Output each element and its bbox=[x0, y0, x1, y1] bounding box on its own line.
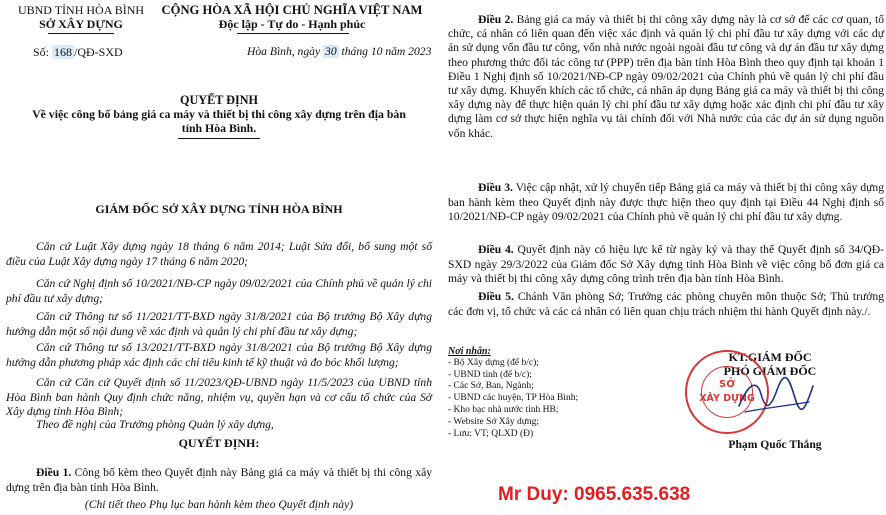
promo-contact: Mr Duy: 0965.635.638 bbox=[498, 484, 691, 505]
legal-basis-5: Căn cứ Căn cứ Quyết định số 11/2023/QĐ-UBND ngày 11/5/2023 của UBND tỉnh Hòa Bình ban hành Quy định chức năng, nhiệm vụ, quyền hạn và cơ cấu tổ chức của Sở Xây dựng tỉnh Hòa Bình; bbox=[6, 376, 432, 419]
department-name: SỞ XÂY DỰNG bbox=[39, 17, 123, 31]
article-5 bbox=[448, 290, 884, 319]
legal-basis-3: Căn cứ Thông tư số 11/2021/TT-BXD ngày 31/8/2021 của Bộ trưởng Bộ Xây dựng hướng dẫn một số nội dung về xác định và quản lý chi phí đầu tư xây dựng; bbox=[6, 310, 432, 338]
article-4-label: Điều 4. bbox=[478, 243, 514, 256]
nation-title: CỘNG HÒA XÃ HỘI CHỦ NGHĨA VIỆT NAM bbox=[161, 3, 423, 17]
department-underline bbox=[48, 33, 114, 34]
article-2 bbox=[448, 13, 884, 141]
issuer-heading: GIÁM ĐỐC SỞ XÂY DỰNG TỈNH HÒA BÌNH bbox=[95, 202, 343, 216]
document-number: Số: 168 /QĐ-SXD bbox=[33, 45, 123, 59]
legal-basis-4: Căn cứ Thông tư số 13/2021/TT-BXD ngày 31/8/2021 của Bộ trưởng Bộ Xây dựng hướng dẫn phương pháp xác định các chỉ tiêu kinh tế kỹ thuật và đo bóc khối lượng; bbox=[6, 341, 432, 369]
recipients-heading: Nơi nhận: bbox=[448, 346, 491, 357]
subject-underline bbox=[178, 138, 260, 139]
article-1 bbox=[6, 466, 432, 495]
article-1-text: Công bố kèm theo Quyết định này Bảng giá ca máy và thiết bị thi công xây dựng trên địa bàn tỉnh Hòa Bình. bbox=[6, 466, 433, 494]
handwritten-signature bbox=[735, 372, 815, 420]
recipient-item: - Lưu: VT; QLXD (Đ) bbox=[448, 428, 534, 439]
issue-date-day: 30 bbox=[325, 45, 337, 58]
recipient-item: - Website Sở Xây dựng; bbox=[448, 416, 540, 427]
legal-basis-1: Căn cứ Luật Xây dựng ngày 18 tháng 6 năm 2014; Luật Sửa đổi, bổ sung một số điều của Luật Xây dựng ngày 17 tháng 6 năm 2020; bbox=[6, 240, 432, 268]
document-type: QUYẾT ĐỊNH bbox=[180, 93, 258, 107]
document-subject-line-2: tỉnh Hòa Bình. bbox=[181, 121, 257, 135]
article-1-note: (Chi tiết theo Phụ lục ban hành kèm theo Quyết định này) bbox=[84, 498, 354, 511]
national-motto: Độc lập - Tự do - Hạnh phúc bbox=[218, 17, 366, 31]
recipient-item: - Các Sở, Ban, Ngành; bbox=[448, 381, 534, 392]
document-number-value: 168 bbox=[54, 45, 73, 59]
legal-basis-2: Căn cứ Nghị định số 10/2021/NĐ-CP ngày 09/02/2021 của Chính phủ về quản lý chi phí đầu tư xây dựng; bbox=[6, 277, 432, 305]
signer-role-2: PHÓ GIÁM ĐỐC bbox=[723, 364, 817, 378]
seal-line-2: XÂY DỰNG bbox=[699, 393, 755, 404]
article-3 bbox=[448, 181, 884, 225]
recipient-item: - UBND các huyện, TP Hòa Bình; bbox=[448, 393, 579, 404]
article-3-label: Điều 3. bbox=[478, 181, 513, 194]
article-2-label: Điều 2. bbox=[478, 13, 514, 26]
signer-role-1: KT.GIÁM ĐỐC bbox=[728, 350, 812, 364]
article-5-text: Chánh Văn phòng Sở; Trưởng các phòng chuyên môn thuộc Sở; Thủ trưởng các đơn vị, tổ chức và các cá nhân có liên quan chịu trách nhiệm thi hành Quyết định này./. bbox=[448, 290, 884, 318]
article-5-label: Điều 5. bbox=[478, 290, 514, 303]
recipients-list bbox=[448, 346, 588, 440]
recipient-item: - Bộ Xây dựng (để b/c); bbox=[448, 357, 539, 368]
article-4 bbox=[448, 243, 884, 287]
issue-date: Hòa Bình, ngày 30 tháng 10 năm 2023 bbox=[247, 45, 432, 58]
seal-line-1: SỞ bbox=[719, 379, 735, 390]
article-3-text: Việc cập nhật, xử lý chuyển tiếp Bảng giá ca máy và thiết bị thi công xây dựng ban hành kèm theo Quyết định này được thực hiện theo quy định tại Điều 44 Nghị định số 10/2021/NĐ-CP ngày 09/02/2021 của Chính phủ về quản lý chi phí đầu tư xây dựng. bbox=[448, 181, 884, 224]
document-subject-line-1: Về việc công bố bảng giá ca máy và thiết bị thi công xây dựng trên địa bàn bbox=[32, 107, 406, 121]
article-1-label: Điều 1. bbox=[36, 466, 72, 479]
legal-basis-6: Theo đề nghị của Trưởng phòng Quản lý xây dựng, bbox=[36, 418, 274, 431]
motto-underline bbox=[237, 33, 349, 34]
signer-name: Phạm Quốc Thắng bbox=[728, 438, 822, 451]
decides-heading: QUYẾT ĐỊNH: bbox=[178, 436, 260, 450]
recipient-item: - UBND tỉnh (để b/c); bbox=[448, 369, 532, 380]
agency-name: UBND TỈNH HÒA BÌNH bbox=[17, 3, 145, 17]
recipient-item: - Kho bạc nhà nước tỉnh HB; bbox=[448, 404, 559, 415]
article-4-text: Quyết định này có hiệu lực kể từ ngày ký và thay thế Quyết định số 34/QĐ-SXD ngày 29/3/2022 của Giám đốc Sở Xây dựng tỉnh Hòa Bình về việc công bố đơn giá ca máy và thiết bị thi công xây dựng công trình trên địa bàn tỉnh Hòa Bình. bbox=[448, 243, 885, 286]
article-2-text: Bảng giá ca máy và thiết bị thi công xây dựng này là cơ sở để các cơ quan, tổ chức, cá nhân có liên quan đến việc xác định và quản lý chi phí đầu tư xây dựng với các dự án sử dụng vốn đầu tư công, vốn nhà nước ngoài ngoài đầu tư công và dự án đầu tư xây dựng theo phương thức đối tác công tư (PPP) trên địa bàn tỉnh Hòa Bình theo quy định tại khoản 1 Điều 1 Nghị định số 10/2021/NĐ-CP ngày 09/02/2021 của Chính phủ về quản lý chi phí đầu tư xây dựng. Khuyến khích các tổ chức, cá nhân áp dụng Bảng giá ca máy và thiết bị thi công xây dựng này để thực hiện quản lý chi phí đầu tư xây dựng hoặc xác định chi phí đầu tư xây dựng làm cơ sở thực hiện nghĩa vụ tài chính đối với Nhà nước của các dự án sử dụng nguồn vốn khác. bbox=[448, 13, 884, 140]
